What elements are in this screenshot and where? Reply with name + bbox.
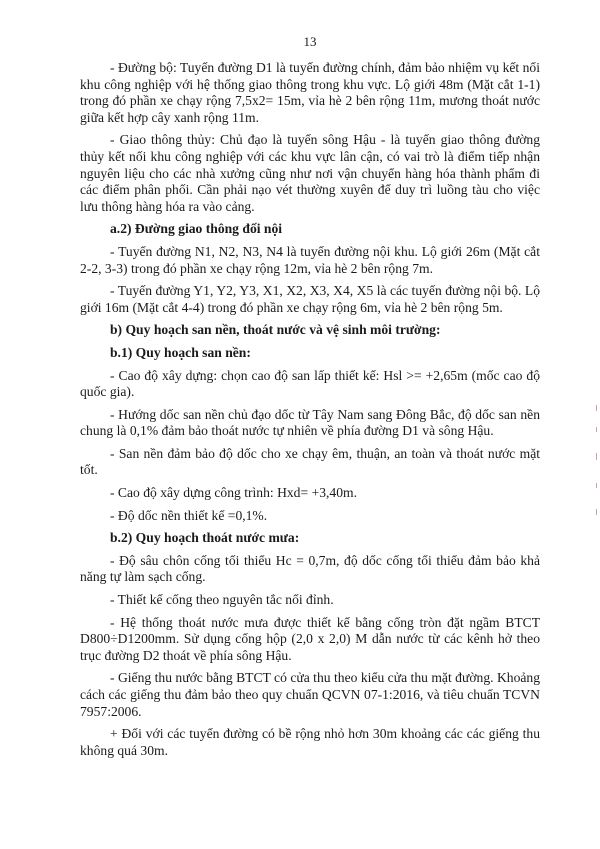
- paragraph-road-d1: - Đường bộ: Tuyến đường D1 là tuyến đường chính, đảm bảo nhiệm vụ kết nối khu công nghiệp với hệ thống giao thông trong khu vực. Lộ giới 48m (Mặt cắt 1-1) trong đó phần xe chạy rộng 7,5x2= 15m, vỉa hè 2 bên rộng 11m, mương thoát nước giữa kết hợp cây xanh rộng 11m.: [80, 60, 540, 125]
- paragraph-fill-elevation: - Cao độ xây dựng: chọn cao độ san lấp thiết kế: Hsl >= +2,65m (mốc cao độ quốc gia).: [80, 367, 540, 400]
- paragraph-culvert-principle: - Thiết kế cống theo nguyên tắc nối đỉnh.: [110, 592, 334, 608]
- paragraph-grading-slope: - Hướng dốc san nền chủ đạo dốc từ Tây Nam sang Đông Bắc, độ dốc san nền chung là 0,1% đảm bảo thoát nước tự nhiên về phía đường D1 và sông Hậu.: [80, 406, 540, 439]
- paragraph-waterway: - Giao thông thủy: Chủ đạo là tuyến sông Hậu - là tuyến giao thông đường thủy kết nối khu công nghiệp với các khu vực lân cận, có vai trò là điểm tiếp nhận nguyên liệu cho các nhà xưởng cũng như nơi vận chuyển hàng hóa thành phẩm đi các điểm phân phối. Cần phải nạo vét thường xuyên để duy trì luồng tàu cho việc lưu thông hàng hóa ra vào cảng.: [80, 132, 540, 214]
- heading-internal-roads: a.2) Đường giao thông đối nội: [110, 221, 283, 237]
- paragraph-grading-safety: - San nền đảm bảo độ dốc cho xe chạy êm, thuận, an toàn và thoát nước mặt tốt.: [80, 445, 540, 478]
- paragraph-culvert-depth: - Độ sâu chôn cống tối thiểu Hc = 0,7m, độ dốc cống tối thiểu đảm bảo khả năng tự làm sạch cống.: [80, 552, 540, 585]
- page-number: 13: [303, 34, 317, 49]
- heading-grading-drainage: b) Quy hoạch san nền, thoát nước và vệ sinh môi trường:: [110, 322, 441, 338]
- paragraph-roads-n: - Tuyến đường N1, N2, N3, N4 là tuyến đường nội khu. Lộ giới 26m (Mặt cắt 2-2, 3-3) trong đó phần xe chạy rộng 12m, vỉa hè 2 bên rộng 7m.: [80, 243, 540, 276]
- paragraph-design-slope: - Độ dốc nền thiết kế =0,1%.: [110, 507, 268, 523]
- paragraph-basin-spacing: + Đối với các tuyến đường có bề rộng nhỏ hơn 30m khoảng các các giếng thu không quá 30m.: [80, 726, 540, 758]
- heading-grading: b.1) Quy hoạch san nền:: [110, 344, 251, 360]
- paragraph-roads-y-x: - Tuyến đường Y1, Y2, Y3, X1, X2, X3, X4, X5 là các tuyến đường nội bộ. Lộ giới 16m (Mặt cắt 4-4) trong đó phần xe chạy rộng 6m, vỉa hè 2 bên rộng 5m.: [80, 283, 540, 315]
- paragraph-catch-basins: - Giếng thu nước bằng BTCT có cửa thu theo kiểu cửa thu mặt đường. Khoảng cách các giếng thu đảm bảo theo quy chuẩn QCVN 07-1:2016, và tiêu chuẩn TCVN 7957:2006.: [80, 670, 540, 719]
- paragraph-building-elevation: - Cao độ xây dựng công trình: Hxd= +3,40m.: [110, 485, 357, 501]
- heading-stormwater: b.2) Quy hoạch thoát nước mưa:: [110, 530, 300, 546]
- document-body: [80, 60, 540, 759]
- paragraph-drainage-system: - Hệ thống thoát nước mưa được thiết kế bằng cống tròn đặt ngầm BTCT D800÷D1200mm. Sử dụng cống hộp (2,0 x 2,0) M dẫn nước từ các kênh hở theo trục đường D2 thoát về phía sông Hậu.: [80, 614, 540, 663]
- margin-scan-marks: [595, 405, 598, 535]
